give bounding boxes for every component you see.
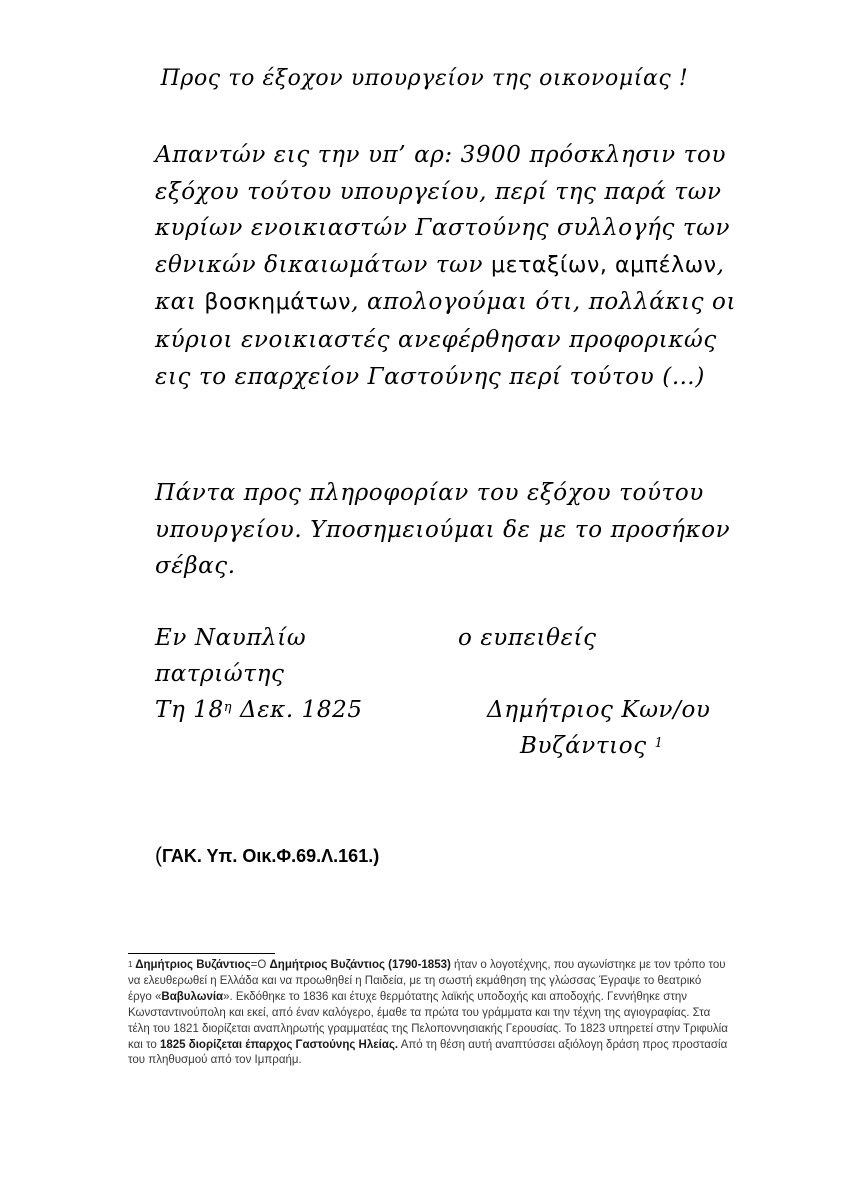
date-rest: Δεκ. 1825 [232,697,363,723]
date-day: Τη 18 [155,697,224,723]
letter-paragraph-1 [155,137,755,395]
para1-text-d: βοσκημάτων [204,290,352,316]
signature-place: Εν Ναυπλίω [155,625,307,651]
footnote-marker: 1 [128,960,133,969]
signature-patriot: πατριώτης [155,661,285,687]
archive-reference [155,844,379,868]
para1-text-a: Απαντών εις την υπ’ αρ: 3900 πρόσκλησιν του εξόχου τούτου υπουργείου, περί της παρά των κυρίων ενοικιαστών Γαστούνης συλλογής των εθνικών δικαιωμάτων των [155,142,731,278]
footnote-text-3: Από τη θέση αυτή αναπτύσσει αξιόλογη δράση προς προστασία του πληθυσμού από τον Ιμπραήμ. [128,1038,728,1067]
signature-closing: ο ευπειθείς [458,625,597,651]
footnote-play-title: Βαβυλωνία [161,990,224,1003]
archive-paren: ( [155,844,162,867]
footnote-appointment: 1825 διορίζεται έπαρχος Γαστούνης Ηλείας. [159,1038,399,1051]
footnote-text-2: ». Εκδόθηκε το 1836 και έτυχε θερμότατης λαϊκής υποδοχής και αποδοχής. Γεννήθηκε στην Κωνσταντινούπολη και εκεί, από έναν καλόγερο, έμαθε τα πρώτα του γράμματα και την τέχνη της αγιογραφίας. Στα τέλη του 1821 διορίζεται αναπληρωτής γραμματέας της Πελοποννησιακής Γερουσίας. Το 1823 υπηρετεί στην Τριφυλία και το [128,990,728,1051]
letter-title: Προς το έξοχον υπουργείον της οικονομίας ! [160,66,689,91]
signer-name-line1: Δημήτριος Κων/ου [487,697,711,723]
signer-surname: Βυζάντιος [520,733,655,759]
footnote-reference: 1 [654,736,664,751]
letter-paragraph-2: Πάντα προς πληροφορίαν του εξόχου τούτου υπουργείου. Υποσημειούμαι δε με το προσήκον σέβας. [155,480,731,580]
para1-text-b: μεταξίων, αμπέλων [491,252,717,278]
date-ordinal: η [223,700,233,715]
signature-date [155,692,363,728]
footnote [128,958,728,1069]
archive-code: ΓΑΚ. Υπ. Οικ.Φ.69.Λ.161.) [162,846,380,866]
footnote-text-1: ήταν ο λογοτέχνης, που αγωνίστηκε με τον τρόπο του να ελευθερωθεί η Ελλάδα και να προωθηθεί η Παιδεία, με τη σωστή εκμάθηση της γλώσσας Έγραψε το θεατρικό έργο « [128,959,726,1003]
para1-text-c: , και [155,251,725,316]
footnote-eq: =Ο [250,959,270,971]
signer-name-line2 [520,728,664,764]
footnote-name: Δημήτριος Βυζάντιος [132,959,251,971]
footnote-name-dates: Δημήτριος Βυζάντιος (1790-1853) [269,959,451,971]
para1-text-e: , απολογούμαι ότι, πολλάκις οι κύριοι ενοικιαστές ανεφέρθησαν προφορικώς εις το επαρχείον Γαστούνης περί τούτου (…) [155,289,737,390]
footnote-separator [128,953,275,954]
